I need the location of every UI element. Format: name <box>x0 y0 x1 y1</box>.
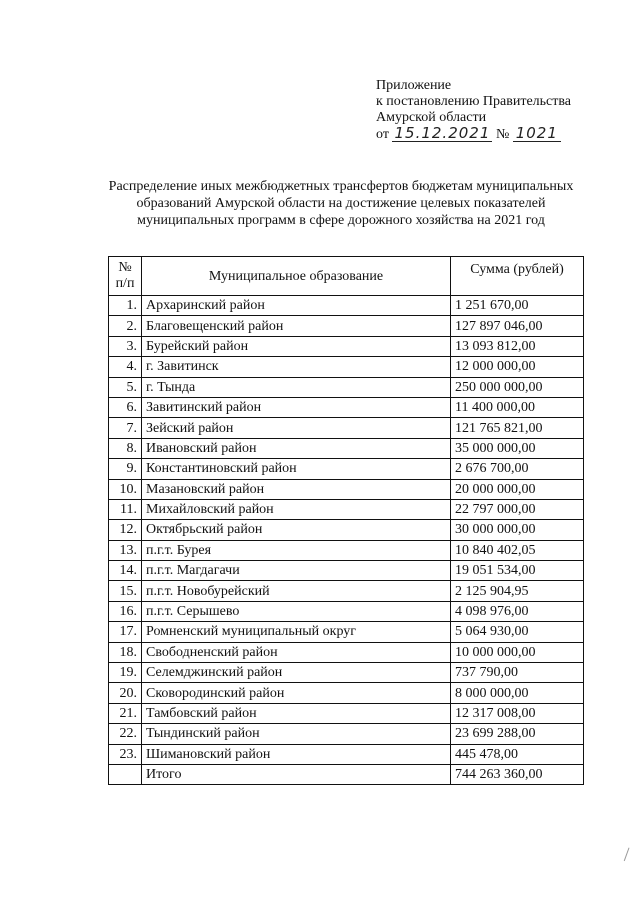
row-sum: 250 000 000,00 <box>451 377 584 397</box>
table-row <box>109 377 584 397</box>
row-municipality: Итого <box>142 764 451 784</box>
row-number: 5. <box>109 377 142 397</box>
row-municipality: Свободненский район <box>142 642 451 662</box>
row-number: 6. <box>109 397 142 417</box>
row-municipality: п.г.т. Новобурейский <box>142 581 451 601</box>
resolution-reference: к постановлению Правительства <box>376 94 572 109</box>
table-row <box>109 581 584 601</box>
distribution-table <box>108 256 584 785</box>
table-row <box>109 499 584 519</box>
row-sum: 35 000 000,00 <box>451 438 584 458</box>
row-municipality: Бурейский район <box>142 336 451 356</box>
row-municipality: Зейский район <box>142 418 451 438</box>
row-number: 2. <box>109 316 142 336</box>
title-line-2: образований Амурской области на достижение целевых показателей <box>136 196 546 211</box>
row-municipality: Селемджинский район <box>142 663 451 683</box>
row-number: 9. <box>109 459 142 479</box>
table-row <box>109 336 584 356</box>
table-row <box>109 744 584 764</box>
table-row <box>109 520 584 540</box>
row-municipality: Мазановский район <box>142 479 451 499</box>
row-municipality: Сковородинский район <box>142 683 451 703</box>
table-row <box>109 479 584 499</box>
table-row <box>109 418 584 438</box>
row-sum: 744 263 360,00 <box>451 764 584 784</box>
handwritten-number: 1021 <box>513 126 561 142</box>
column-header-sum: Сумма (рублей) <box>451 257 584 296</box>
row-sum: 19 051 534,00 <box>451 561 584 581</box>
row-number: 10. <box>109 479 142 499</box>
table-row <box>109 601 584 621</box>
row-number: 14. <box>109 561 142 581</box>
row-municipality: Тамбовский район <box>142 703 451 723</box>
row-number: 11. <box>109 499 142 519</box>
row-sum: 20 000 000,00 <box>451 479 584 499</box>
table-row <box>109 316 584 336</box>
from-label: от <box>376 127 389 142</box>
appendix-label: Приложение <box>376 78 452 93</box>
row-number: 17. <box>109 622 142 642</box>
row-municipality: п.г.т. Серышево <box>142 601 451 621</box>
row-municipality: г. Тында <box>142 377 451 397</box>
row-number: 7. <box>109 418 142 438</box>
appendix-header <box>376 78 626 143</box>
row-sum: 1 251 670,00 <box>451 296 584 316</box>
column-header-municipality: Муниципальное образование <box>142 257 451 296</box>
table-row <box>109 703 584 723</box>
row-sum: 127 897 046,00 <box>451 316 584 336</box>
row-number: 15. <box>109 581 142 601</box>
row-municipality: п.г.т. Бурея <box>142 540 451 560</box>
row-number: 21. <box>109 703 142 723</box>
row-municipality: Тындинский район <box>142 724 451 744</box>
date-number-line <box>376 126 626 143</box>
row-number: 13. <box>109 540 142 560</box>
row-sum: 445 478,00 <box>451 744 584 764</box>
row-sum: 121 765 821,00 <box>451 418 584 438</box>
row-number: 4. <box>109 357 142 377</box>
row-number <box>109 764 142 784</box>
row-sum: 10 840 402,05 <box>451 540 584 560</box>
row-number: 8. <box>109 438 142 458</box>
row-municipality: Архаринский район <box>142 296 451 316</box>
table-row <box>109 296 584 316</box>
margin-mark <box>624 848 633 863</box>
row-sum: 2 125 904,95 <box>451 581 584 601</box>
table-row <box>109 397 584 417</box>
table-row <box>109 357 584 377</box>
row-number: 19. <box>109 663 142 683</box>
row-sum: 737 790,00 <box>451 663 584 683</box>
row-sum: 11 400 000,00 <box>451 397 584 417</box>
row-number: 16. <box>109 601 142 621</box>
row-municipality: Шимановский район <box>142 744 451 764</box>
row-municipality: Ивановский район <box>142 438 451 458</box>
handwritten-date: 15.12.2021 <box>392 126 492 142</box>
row-number: 22. <box>109 724 142 744</box>
table-row <box>109 622 584 642</box>
row-sum: 12 000 000,00 <box>451 357 584 377</box>
row-municipality: г. Завитинск <box>142 357 451 377</box>
column-header-number: № п/п <box>109 257 142 296</box>
document-title <box>96 178 586 229</box>
table-body <box>109 296 584 785</box>
row-sum: 12 317 008,00 <box>451 703 584 723</box>
table-row <box>109 642 584 662</box>
row-sum: 13 093 812,00 <box>451 336 584 356</box>
row-municipality: Завитинский район <box>142 397 451 417</box>
row-number: 18. <box>109 642 142 662</box>
row-number: 12. <box>109 520 142 540</box>
title-line-3: муниципальных программ в сфере дорожного хозяйства на 2021 год <box>137 213 545 228</box>
row-sum: 23 699 288,00 <box>451 724 584 744</box>
table-row <box>109 663 584 683</box>
row-sum: 8 000 000,00 <box>451 683 584 703</box>
row-sum: 5 064 930,00 <box>451 622 584 642</box>
table-row <box>109 540 584 560</box>
row-number: 20. <box>109 683 142 703</box>
row-municipality: Благовещенский район <box>142 316 451 336</box>
total-row <box>109 764 584 784</box>
row-number: 1. <box>109 296 142 316</box>
row-sum: 4 098 976,00 <box>451 601 584 621</box>
table-header-row <box>109 257 584 296</box>
row-municipality: Октябрьский район <box>142 520 451 540</box>
row-municipality: Ромненский муниципальный округ <box>142 622 451 642</box>
row-municipality: п.г.т. Магдагачи <box>142 561 451 581</box>
table-row <box>109 724 584 744</box>
row-number: 23. <box>109 744 142 764</box>
row-municipality: Михайловский район <box>142 499 451 519</box>
table-row <box>109 561 584 581</box>
row-municipality: Константиновский район <box>142 459 451 479</box>
region-name: Амурской области <box>376 110 487 125</box>
row-sum: 30 000 000,00 <box>451 520 584 540</box>
number-label: № <box>495 127 510 142</box>
title-line-1: Распределение иных межбюджетных трансфертов бюджетам муниципальных <box>108 179 574 194</box>
table-row <box>109 459 584 479</box>
row-sum: 10 000 000,00 <box>451 642 584 662</box>
row-sum: 2 676 700,00 <box>451 459 584 479</box>
table-row <box>109 683 584 703</box>
row-number: 3. <box>109 336 142 356</box>
row-sum: 22 797 000,00 <box>451 499 584 519</box>
table-row <box>109 438 584 458</box>
